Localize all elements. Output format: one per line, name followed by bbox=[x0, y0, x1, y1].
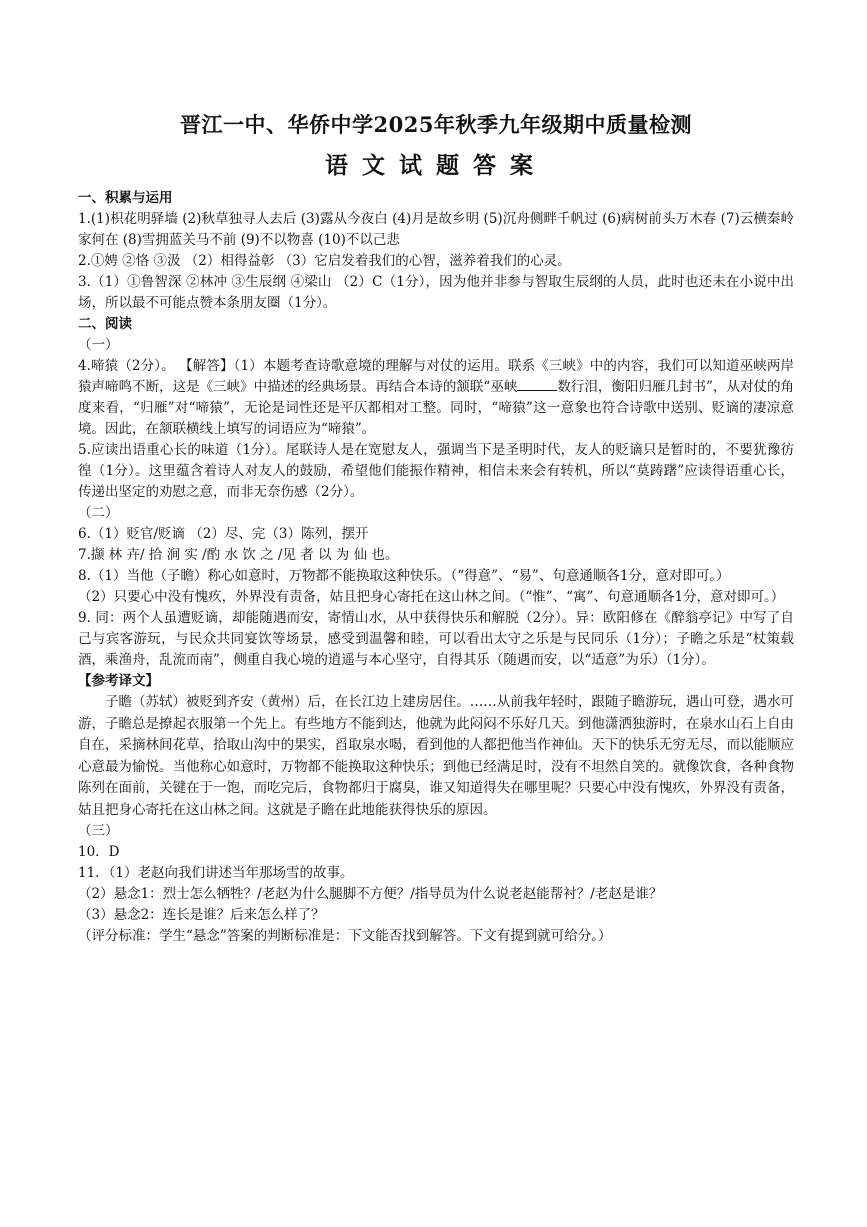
part-heading-3: （三） bbox=[78, 823, 119, 839]
answer-q1: 1.(1)枳花明驿墙 (2)秋草独寻人去后 (3)露从今夜白 (4)月是故乡明 (5)沉舟侧畔千帆过 (6)病树前头万木春 (7)云横秦岭家何在 (8)雪拥蓝关马不前 (9)不以物喜 (10)不以己悲 bbox=[78, 211, 794, 248]
answer-q3: 3.（1）①鲁智深 ②林冲 ③生辰纲 ④梁山 （2）C（1分），因为他并非参与智取生辰纲的人员，此时也还未在小说中出场，所以最不可能点赞本条朋友圈（1分）。 bbox=[78, 274, 794, 311]
page-subtitle: 语文试题答案 bbox=[325, 152, 547, 179]
answer-q4 bbox=[78, 356, 794, 440]
answer-q9: 9. 同：两个人虽遭贬谪，却能随遇而安，寄情山水，从中获得快乐和解脱（2分）。异：欧阳修在《醉翁亭记》中写了自己与宾客游玩，与民众共同宴饮等场景，感受到温馨和睦，可以看出太守之乐是与民同乐（1分）；子瞻之乐是“杖策载酒，乘渔舟，乱流而南”，侧重自我心境的逍遥与本心坚守，自得其乐（随遇而安，以“适意”为乐）（1分）。 bbox=[78, 610, 794, 668]
answer-q6: 6.（1）贬官/贬谪 （2）尽、完（3）陈列，摆开 bbox=[78, 526, 369, 542]
answer-q4-explain: 【解答】（1）本题考查诗歌意境的理解与对仗的运用。联系《三峡》中的内容，我们可以知道巫峡两岸猿声啼鸣不断，这是《三峡》中描述的经典场景。再结合本诗的颔联“巫峡 bbox=[78, 358, 794, 395]
answer-q2: 2.①娉 ②恪 ③汲 （2）相得益彰 （3）它启发着我们的心智，滋养着我们的心灵。 bbox=[78, 253, 571, 269]
answer-q5: 5.应读出语重心长的味道（1分）。尾联诗人是在宽慰友人，强调当下是圣明时代，友人的贬谪只是暂时的，不要犹豫彷徨（1分）。这里蕴含着诗人对友人的鼓励，希望他们能振作精神，相信未来会有转机，所以“莫踌躇”应读得语重心长，传递出坚定的劝慰之意，而非无奈伤感（2分）。 bbox=[78, 442, 794, 500]
answer-q4-lead: 4.啼猿（2分）。 bbox=[78, 358, 180, 374]
answer-q11-3: （3）悬念2：连长是谁？后来怎么样了？ bbox=[78, 907, 325, 923]
answer-q11-1: 11．（1）老赵向我们讲述当年那场雪的故事。 bbox=[78, 865, 354, 881]
section-heading-1: 一、积累与运用 bbox=[78, 190, 173, 206]
answer-q10: 10．D bbox=[78, 844, 120, 860]
reference-translation-heading: 【参考译文】 bbox=[78, 673, 159, 689]
answer-q8-1: 8.（1）当他（子瞻）称心如意时，万物都不能换取这种快乐。（“得意”、“易”、句意通顺各1分，意对即可。） bbox=[78, 568, 730, 584]
section-heading-2: 二、阅读 bbox=[78, 316, 132, 332]
reference-translation-text: 子瞻（苏轼）被贬到齐安（黄州）后，在长江边上建房居住。……从前我年轻时，跟随子瞻游玩，遇山可登，遇水可游，子瞻总是撩起衣服第一个先上。有些地方不能到达，他就为此闷闷不乐好几天。到他潇洒独游时，在泉水山石上自由自在，采摘林间花草，拾取山沟中的果实，舀取泉水喝，看到他的人都把他当作神仙。天下的快乐无穷无尽，而以能顺应心意最为愉悦。当他称心如意时，万物都不能换取这种快乐；到他已经满足时，没有不坦然自笑的。就像饮食，各种食物陈列在面前，关键在于一饱，而吃完后，食物都归于腐臭，谁又知道得失在哪里呢？只要心中没有愧疚，外界没有责备，姑且把身心寄托在这山林之间。这就是子瞻在此地能获得快乐的原因。 bbox=[78, 694, 794, 818]
answer-q4-explain-rest: 数行泪，衡阳归雁几封书”，从对仗的角度来看，“归雁”对“啼猿”，无论是词性还是平仄都相对工整。同时，“啼猿”这一意象也符合诗歌中送别、贬谪的凄凉意境。因此，在颔联横线上填写的词语应为“啼猿”。 bbox=[78, 379, 795, 437]
part-heading-1: （一） bbox=[78, 337, 119, 353]
scoring-note: （评分标准：学生“悬念”答案的判断标准是：下文能否找到解答。下文有提到就可给分。） bbox=[78, 928, 612, 944]
fill-blank-line bbox=[517, 378, 557, 391]
answer-sheet bbox=[78, 110, 794, 947]
answer-q11-2: （2）悬念1：烈士怎么牺牲？/老赵为什么腿脚不方便？/指导员为什么说老赵能帮衬？/老赵是谁？ bbox=[78, 886, 663, 902]
answer-q8-2: （2）只要心中没有愧疚，外界没有责备，姑且把身心寄托在这山林之间。（“惟”、“寓”、句意通顺各1分，意对即可。） bbox=[78, 589, 785, 605]
answer-q7: 7.撷 林 卉/ 拾 涧 实 /酌 水 饮 之 /见 者 以 为 仙 也。 bbox=[78, 547, 399, 563]
part-heading-2: （二） bbox=[78, 505, 119, 521]
page-title: 晋江一中、华侨中学2025年秋季九年级期中质量检测 bbox=[180, 112, 692, 137]
